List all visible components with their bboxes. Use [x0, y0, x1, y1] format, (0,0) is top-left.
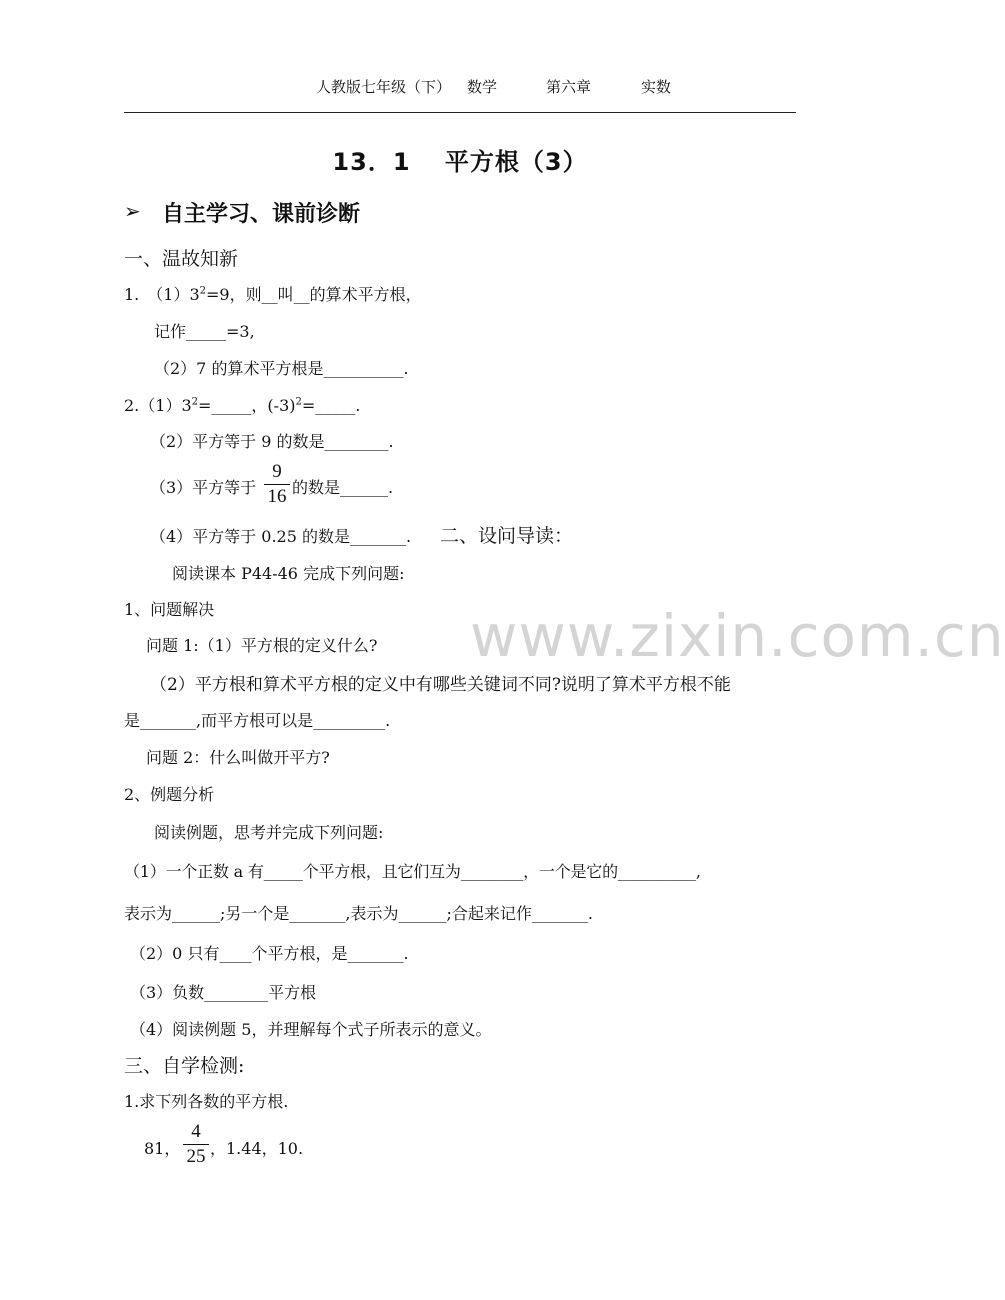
exponent: 2: [295, 396, 302, 408]
watermark: www.zixin.com.cn: [470, 602, 1005, 670]
s2-line-3: （2）0 只有____个平方根，是_______.: [130, 944, 409, 963]
s2-line-1: （1）一个正数 a 有_____个平方根，且它们互为________，一个是它的__________,: [124, 862, 701, 881]
s2-line-2: 表示为______;另一个是_______,表示为______;合起来记作_______.: [124, 904, 593, 923]
s1-heading: 1、问题解决: [124, 600, 215, 619]
exponent: 2: [191, 396, 199, 408]
q1-a-text: 1. （1）3: [124, 285, 200, 304]
fraction-denominator: 25: [186, 1146, 206, 1167]
part2-heading: 二、设问导读：: [440, 525, 574, 547]
fraction-9-16: [264, 461, 290, 508]
part3-q1-b: ，1.44，10.: [210, 1139, 304, 1158]
q2-line-a: [124, 393, 360, 416]
part3-heading: 三、自学检测:: [124, 1055, 245, 1077]
header-divider: [124, 112, 796, 113]
s1-q1: 问题 1:（1）平方根的定义什么?: [146, 636, 378, 655]
part3-q1: 1.求下列各数的平方根.: [124, 1092, 289, 1111]
fraction-denominator: 16: [267, 486, 287, 507]
s1-q1c: 是_______,而平方根可以是_________.: [124, 711, 391, 730]
header-topic: 实数: [641, 78, 672, 96]
fraction-numerator: 4: [191, 1121, 201, 1142]
q2-line-b: （2）平方等于 9 的数是________.: [150, 432, 394, 451]
s2-intro: 阅读例题，思考并完成下列问题:: [154, 823, 384, 842]
s1-q2: 问题 2：什么叫做开平方?: [146, 748, 330, 767]
fraction-4-25: [183, 1121, 209, 1168]
s1-q1b: （2）平方根和算术平方根的定义中有哪些关键词不同?说明了算术平方根不能: [150, 675, 731, 695]
s2-heading: 2、例题分析: [124, 785, 215, 804]
q2-line-c-post: 的数是______.: [292, 478, 394, 497]
fraction-bar: [264, 484, 290, 485]
q2-a-text-3: =_____.: [301, 396, 361, 415]
page-title: 13．1 平方根（3）: [332, 148, 588, 176]
section-heading: 自主学习、课前诊断: [162, 202, 361, 227]
q2-line-c-pre: （3）平方等于: [150, 478, 257, 497]
q2-a-text-2: =_____，(-3): [198, 396, 296, 415]
q2-a-text: 2.（1）3: [124, 396, 192, 415]
fraction-numerator: 9: [272, 461, 282, 482]
arrow-icon: ➢: [124, 199, 141, 223]
part3-q1-a: 81，: [144, 1139, 181, 1158]
q2-line-d: （4）平方等于 0.25 的数是_______.: [150, 527, 412, 546]
s2-line-4: （3）负数________平方根: [130, 983, 317, 1002]
part2-intro: 阅读课本 P44-46 完成下列问题:: [172, 564, 405, 583]
q1-line-c: （2）7 的算术平方根是__________.: [154, 359, 409, 378]
header-chapter: 第六章: [546, 78, 592, 96]
q1-line-a: [124, 282, 422, 305]
exponent: 2: [199, 285, 207, 297]
part1-heading: 一、温故知新: [124, 248, 239, 270]
s2-line-5: （4）阅读例题 5，并理解每个式子所表示的意义。: [130, 1020, 492, 1039]
header-subject: 数学: [467, 78, 498, 96]
header-book: 人教版七年级（下）: [316, 78, 452, 96]
q1-line-b: 记作_____=3,: [154, 322, 255, 341]
fraction-bar: [183, 1144, 209, 1145]
q1-a-text-2: =9，则__叫__的算术平方根，: [206, 285, 422, 304]
